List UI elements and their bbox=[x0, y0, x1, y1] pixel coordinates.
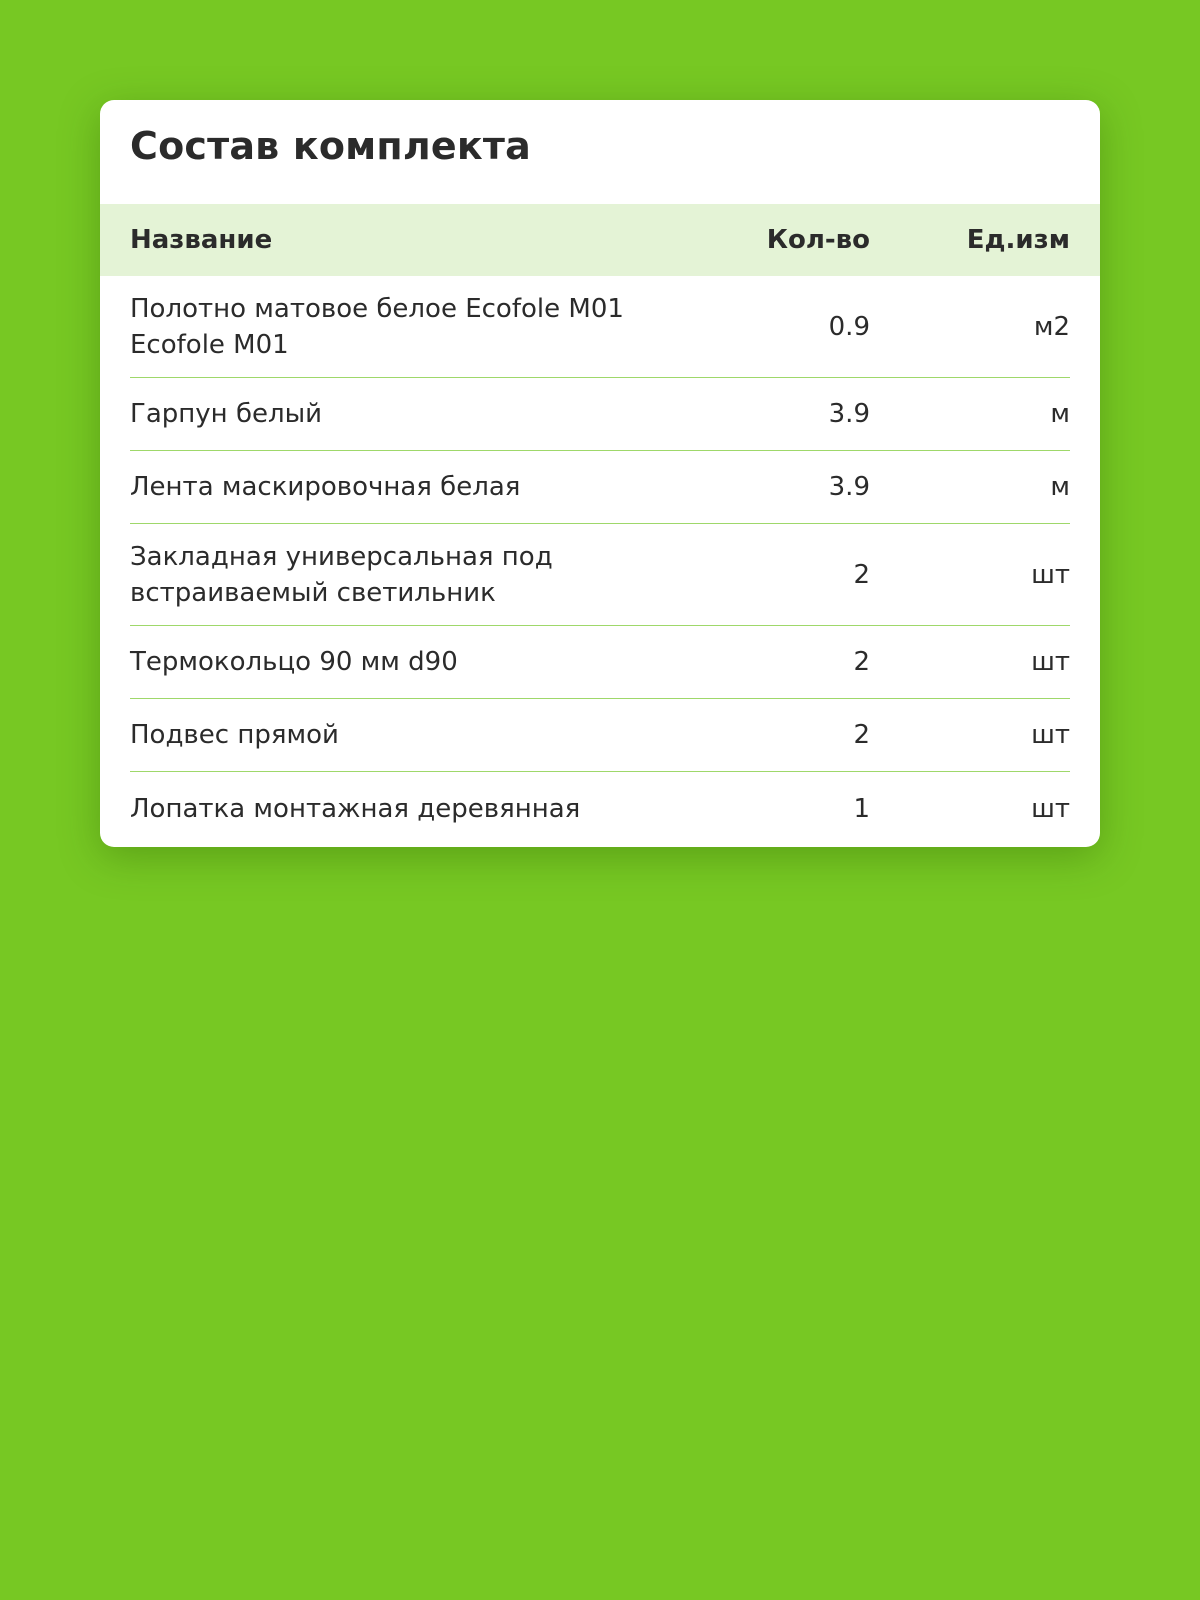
item-name: Лента маскировочная белая bbox=[130, 472, 521, 502]
item-unit: шт bbox=[1031, 720, 1070, 750]
table-row bbox=[130, 699, 1070, 772]
item-name: Лопатка монтажная деревянная bbox=[130, 793, 581, 824]
item-qty: 2 bbox=[853, 647, 870, 677]
card-title: Состав комплекта bbox=[130, 124, 531, 168]
table-row bbox=[130, 524, 1070, 626]
item-unit: шт bbox=[1031, 647, 1070, 677]
item-name: Полотно матовое белое Ecofole M01 Ecofole M01 bbox=[130, 293, 624, 360]
table-row bbox=[130, 626, 1070, 699]
item-qty: 1 bbox=[853, 793, 870, 824]
table-header bbox=[100, 204, 1100, 276]
item-unit: шт bbox=[1031, 559, 1070, 590]
item-unit: м2 bbox=[1033, 311, 1070, 342]
item-qty: 3.9 bbox=[828, 472, 870, 502]
item-qty: 2 bbox=[853, 720, 870, 750]
item-unit: м bbox=[1050, 399, 1070, 429]
item-name: Подвес прямой bbox=[130, 720, 339, 750]
item-unit: шт bbox=[1031, 793, 1070, 824]
table-row bbox=[130, 378, 1070, 451]
column-header-name: Название bbox=[130, 225, 273, 255]
item-qty: 0.9 bbox=[828, 311, 870, 342]
item-name: Закладная универсальная под встраиваемый светильник bbox=[130, 541, 553, 608]
column-header-unit: Ед.изм bbox=[966, 225, 1070, 255]
column-header-qty: Кол-во bbox=[766, 225, 870, 255]
table-row bbox=[130, 451, 1070, 524]
item-name: Термокольцо 90 мм d90 bbox=[130, 647, 458, 677]
table-body bbox=[100, 276, 1100, 845]
item-qty: 3.9 bbox=[828, 399, 870, 429]
kit-composition-card bbox=[100, 100, 1100, 847]
table-row bbox=[130, 276, 1070, 378]
item-name: Гарпун белый bbox=[130, 399, 323, 429]
table-row bbox=[130, 772, 1070, 845]
item-unit: м bbox=[1050, 472, 1070, 502]
item-qty: 2 bbox=[853, 559, 870, 590]
